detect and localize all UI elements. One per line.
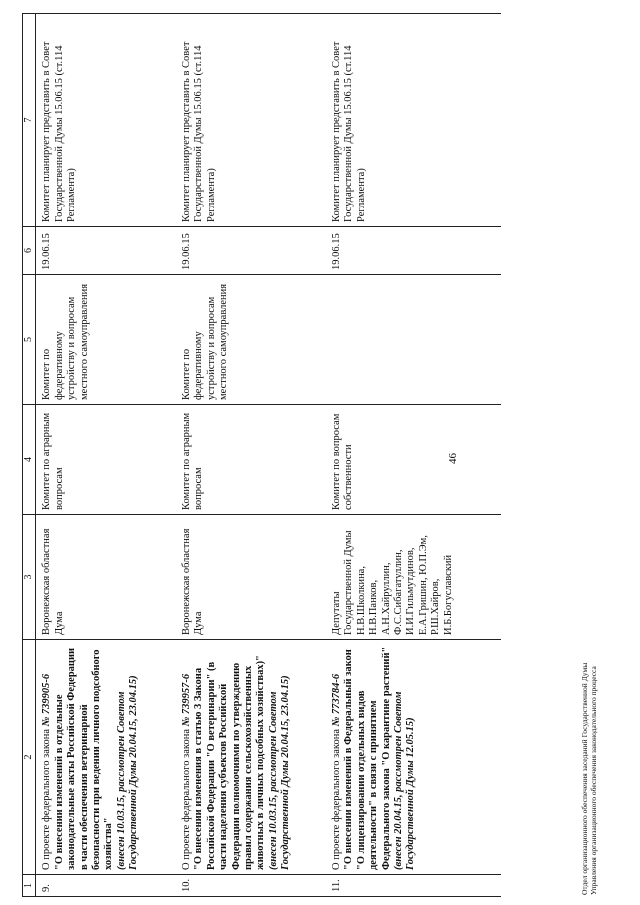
row-number: 9.	[36, 875, 176, 897]
co-committee-cell: Комитет по федеративному устройству и вопросам местного самоуправления	[36, 275, 176, 405]
date-cell: 19.06.15	[326, 227, 501, 275]
plan-cell: Комитет планирует представить в Совет Государственной Думы 15.06.15 (ст.114 Регламента)	[326, 14, 501, 227]
initiator-cell: Воронежская областная Дума	[176, 515, 326, 640]
bill-title: "О внесении изменения в статью 3 Закона Российской Федерации "О ветеринарии" (в части наделения субъектов Российской Федерации полномочиями по утверждению правил содержания сельскохозяйственных животных в личных подсобных хозяйствах)"	[193, 655, 267, 870]
bill-note: (внесен 20.04.15, рассмотрен Советом Государственной Думы 12.05.15)	[392, 691, 417, 870]
col-header-3: 3	[23, 515, 36, 640]
footer-line-2: Управления организационного обеспечения законодательного процесса	[589, 666, 598, 895]
bill-note: (внесен 10.03.15, рассмотрен Советом Государственной Думы 20.04.15, 23.04.15)	[267, 675, 292, 870]
co-committee-cell	[326, 275, 501, 405]
col-header-1: 1	[23, 875, 36, 897]
committee-cell: Комитет по вопросам собственности	[326, 405, 501, 515]
bill-cell	[176, 640, 326, 875]
plan-cell: Комитет планирует представить в Совет Государственной Думы 15.06.15 (ст.114 Регламента)	[36, 14, 176, 227]
col-header-4: 4	[23, 405, 36, 515]
page-number: 46	[447, 453, 459, 464]
bill-note: (внесен 10.03.15, рассмотрен Советом Государственной Думы 20.04.15, 23.04.15)	[115, 675, 140, 870]
bill-head: О проекте федерального закона	[41, 726, 53, 870]
table-row	[36, 14, 176, 897]
table-row	[176, 14, 326, 897]
bill-head: О проекте федерального закона	[330, 726, 342, 870]
initiator-cell: Воронежская областная Дума	[36, 515, 176, 640]
bill-cell	[36, 640, 176, 875]
bill-head: О проекте федерального закона	[180, 726, 192, 870]
footer	[580, 663, 598, 895]
col-header-5: 5	[23, 275, 36, 405]
bill-cell	[326, 640, 501, 875]
bill-title: "О внесении изменений в отдельные законодательные акты Российской Федерации в части обеспечения ветеринарной безопасности при ведении личного подсобного хозяйства"	[53, 647, 115, 870]
plan-cell: Комитет планирует представить в Совет Государственной Думы 15.06.15 (ст.114 Регламента)	[176, 14, 326, 227]
row-number: 10.	[176, 875, 326, 897]
footer-line-1: Отдел организационного обеспечения заседаний Государственной Думы	[580, 662, 589, 895]
table-row	[326, 14, 501, 897]
bill-title: "О внесении изменений в Федеральный закон "О лицензировании отдельных видов деятельности" в связи с принятием Федерального закона "О карантине растений"	[343, 646, 392, 870]
col-header-6: 6	[23, 227, 36, 275]
committee-cell: Комитет по аграрным вопросам	[36, 405, 176, 515]
bill-number: № 773784-6	[330, 673, 342, 727]
col-header-7: 7	[23, 14, 36, 227]
date-cell: 19.06.15	[176, 227, 326, 275]
initiator-cell: Депутаты Государственной Думы Н.В.Школкина, Н.В.Панков, А.Н.Хайруллин, Ф.С.Сибагатуллин, И.И.Гильмутдинов, Е.А.Гришин, Ю.П.Эм, Р.Ш.Хайров, И.Б.Богуславский	[326, 515, 501, 640]
legislation-table	[22, 13, 501, 897]
date-cell: 19.06.15	[36, 227, 176, 275]
committee-cell: Комитет по аграрным вопросам	[176, 405, 326, 515]
column-number-row	[23, 14, 36, 897]
bill-number: № 739957-6	[180, 673, 192, 727]
row-number: 11.	[326, 875, 501, 897]
co-committee-cell: Комитет по федеративному устройству и вопросам местного самоуправления	[176, 275, 326, 405]
bill-number: № 739905-6	[41, 673, 53, 727]
col-header-2: 2	[23, 640, 36, 875]
